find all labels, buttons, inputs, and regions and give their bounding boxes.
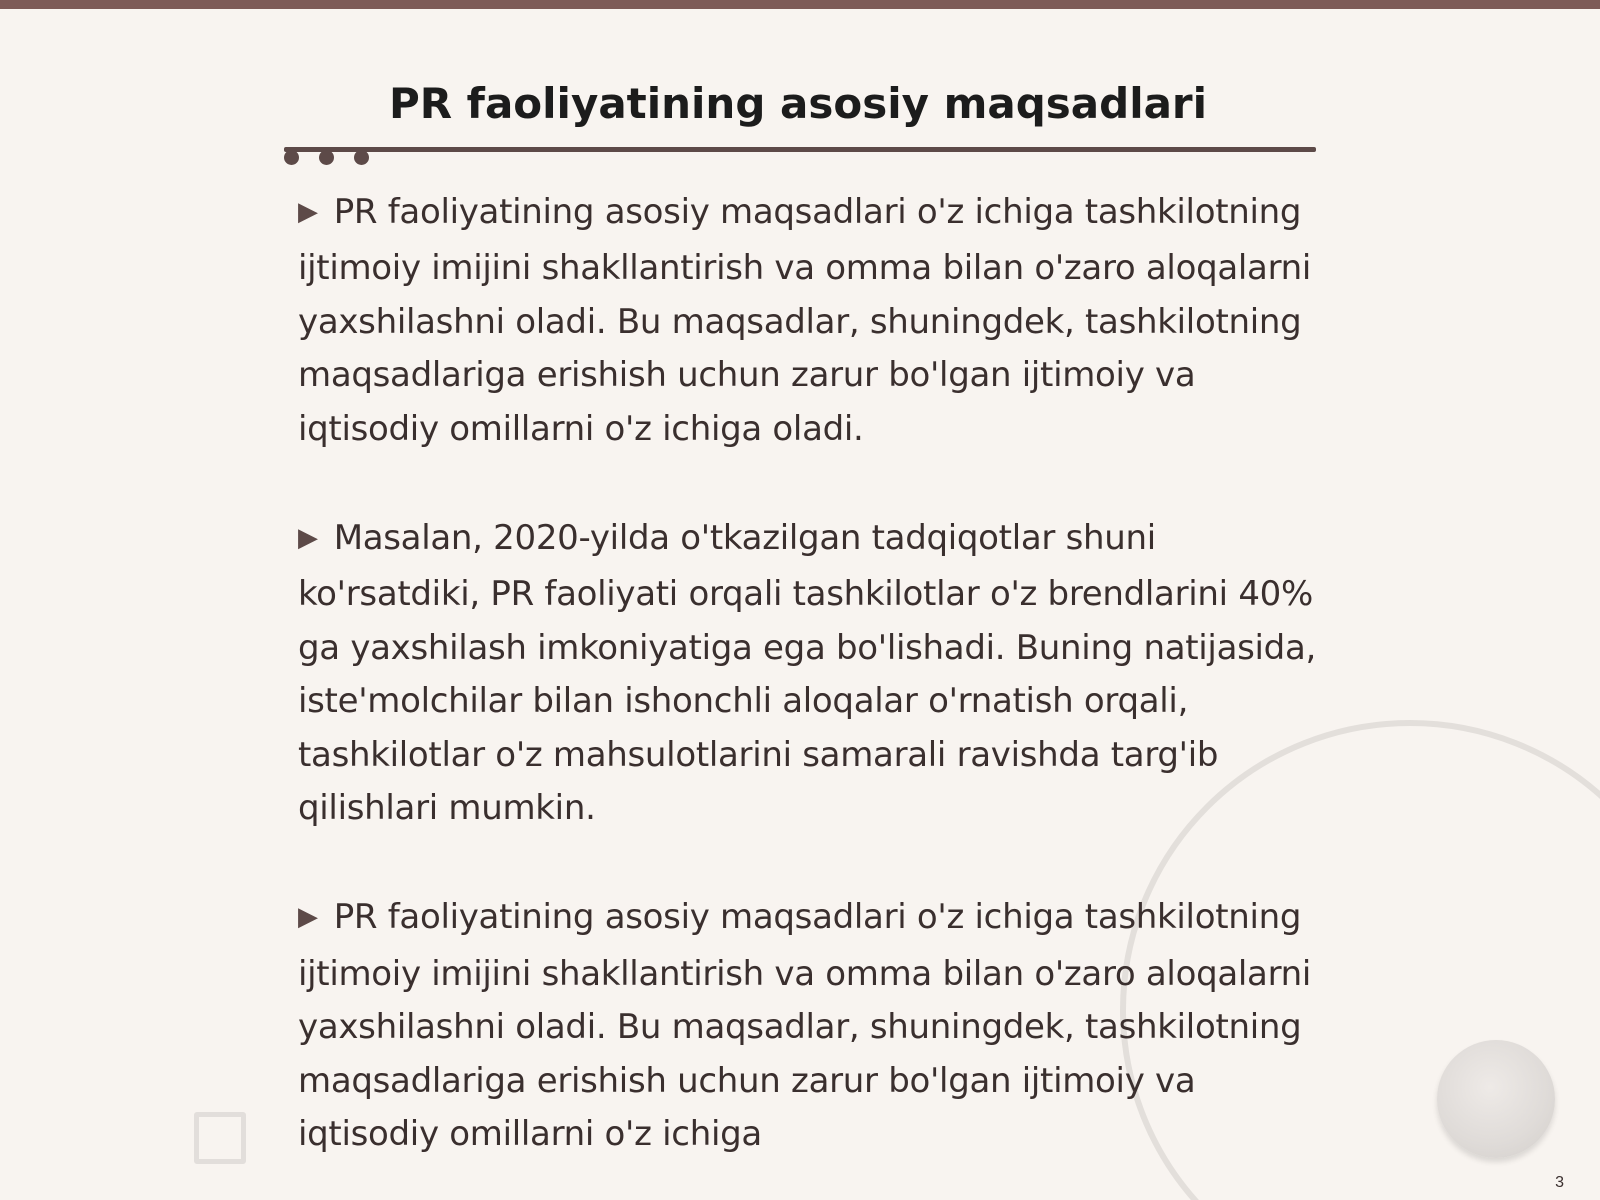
triangle-bullet-icon: ▶ <box>298 523 318 554</box>
decorative-dot <box>354 150 369 165</box>
bullet-item <box>298 891 1318 1161</box>
slide-title: PR faoliyatining asosiy maqsadlari <box>388 79 1208 128</box>
triangle-bullet-icon: ▶ <box>298 197 318 227</box>
title-underline <box>284 147 1316 152</box>
bullet-text: PR faoliyatining asosiy maqsadlari o'z ichiga tashkilotning ijtimoiy imijini shakllantirish va omma bilan o'zaro aloqalarni yaxshilashni oladi. Bu maqsadlar, shuningdek, tashkilotning maqsadlariga erishish uchun zarur bo'lgan ijtimoiy va iqtisodiy omillarni o'z ichiga <box>298 897 1312 1155</box>
bullet-item <box>298 512 1318 835</box>
decorative-circle <box>1437 1040 1555 1158</box>
triangle-bullet-icon: ▶ <box>298 902 318 933</box>
bullet-list <box>298 186 1318 1200</box>
decorative-dot <box>319 150 334 165</box>
bullet-text: Masalan, 2020-yilda o'tkazilgan tadqiqotlar shuni ko'rsatdiki, PR faoliyati orqali tashkilotlar o'z brendlarini 40% ga yaxshilash imkoniyatiga ega bo'lishadi. Buning natijasida, iste'molchilar bilan ishonchli aloqalar o'rnatish orqali, tashkilotlar o'z mahsulotlarini samarali ravishda targ'ib qilishlari mumkin. <box>298 518 1317 829</box>
decorative-dot <box>284 150 299 165</box>
bullet-text: PR faoliyatining asosiy maqsadlari o'z ichiga tashkilotning ijtimoiy imijini shakllantirish va omma bilan o'zaro aloqalarni yaxshilashni oladi. Bu maqsadlar, shuningdek, tashkilotning maqsadlariga erishish uchun zarur bo'lgan ijtimoiy va iqtisodiy omillarni o'z ichiga oladi. <box>298 192 1312 449</box>
bullet-item <box>298 186 1318 456</box>
top-accent-bar <box>0 0 1600 9</box>
decorative-square <box>194 1112 246 1164</box>
page-number: 3 <box>1555 1174 1564 1191</box>
